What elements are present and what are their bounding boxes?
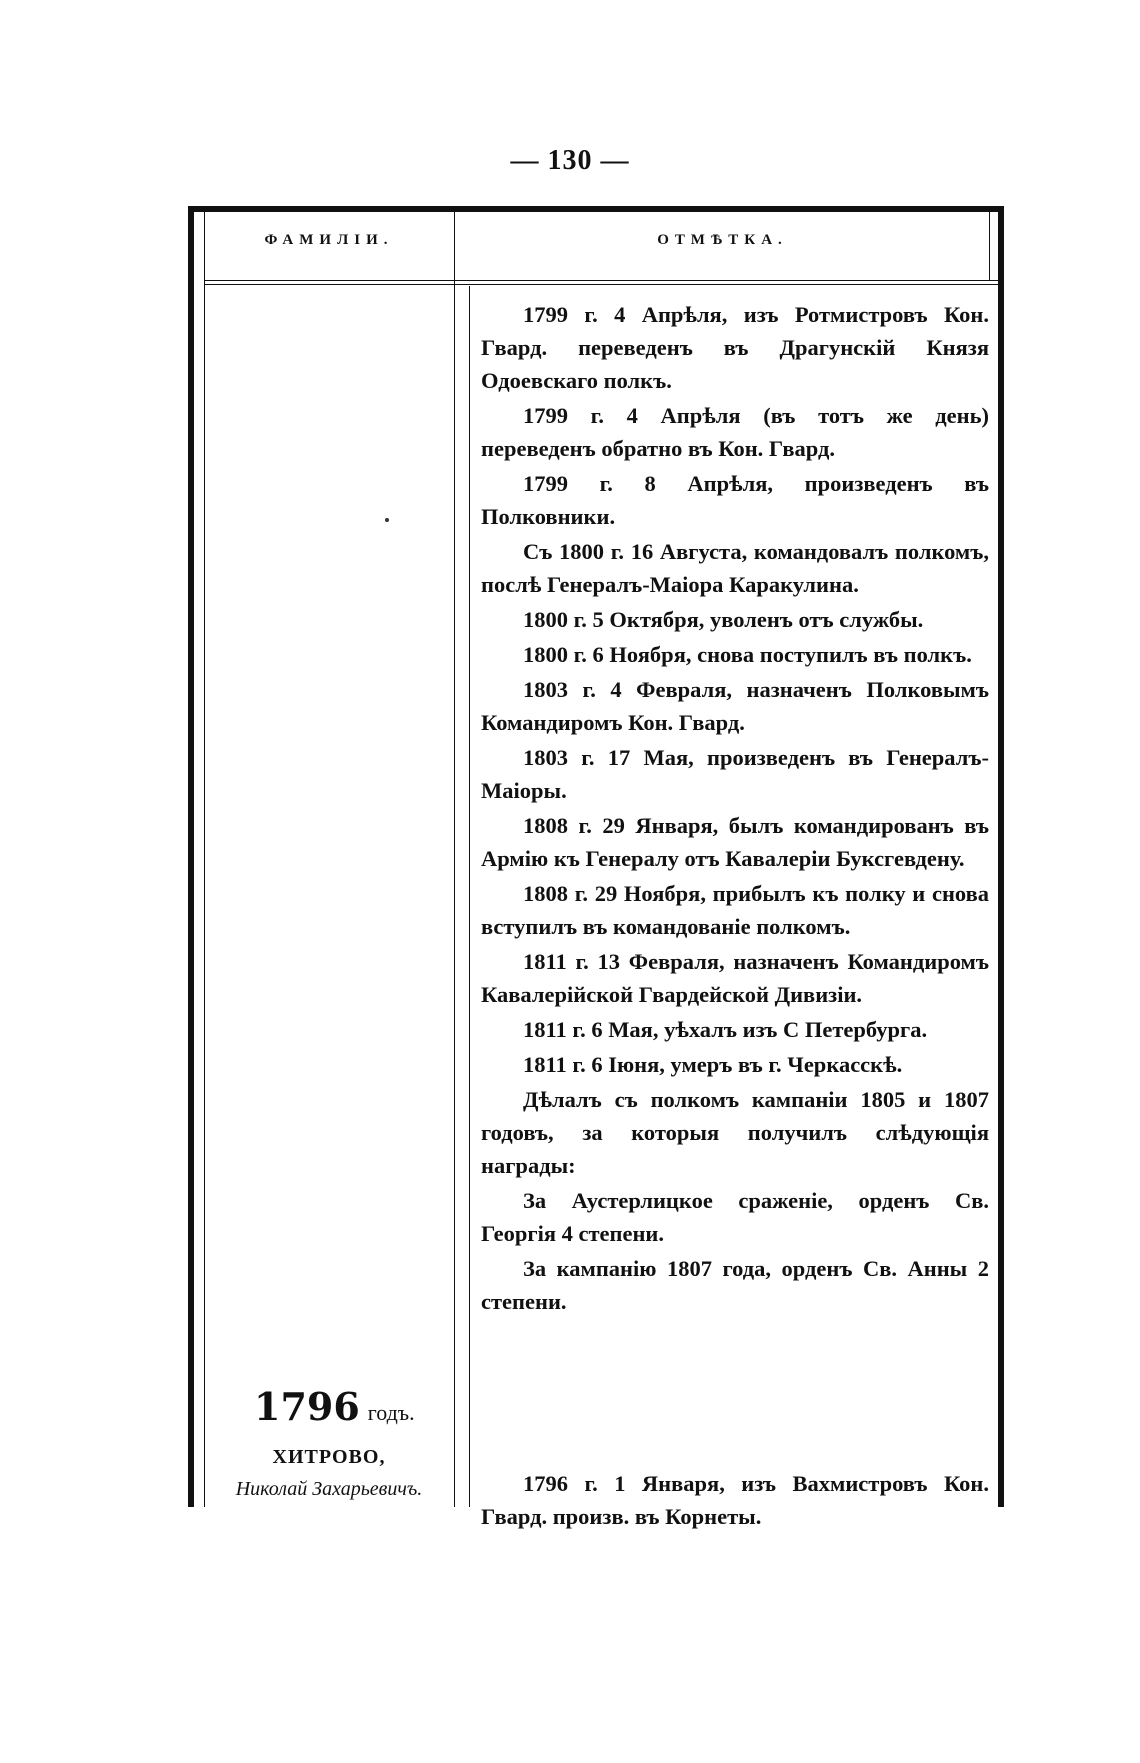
note-entry: За кампанію 1807 года, орденъ Св. Анны 2 степени. [481, 1256, 989, 1314]
page-number: — 130 — [510, 145, 630, 176]
register-table [188, 206, 1004, 1529]
year-word: годъ. [367, 1400, 415, 1425]
note-entry: 1811 г. 6 Мая, уѣхалъ изъ С Петербурга. [523, 1017, 928, 1042]
person-surname: ХИТРОВО, [272, 1446, 386, 1468]
print-speck [385, 518, 389, 522]
column-header-surnames: ФАМИЛІИ. [264, 232, 394, 248]
note-entry: Дѣлалъ съ полкомъ кампаніи 1805 и 1807 годовъ, за которыя получилъ слѣдующія награды: [481, 1087, 989, 1178]
table-top-rule [188, 206, 1004, 212]
note-entry: 1799 г. 8 Апрѣля, произведенъ въ Полковники. [481, 471, 989, 529]
person-given-name: Николай Захарьевичъ. [235, 1478, 423, 1500]
column-separator [454, 212, 455, 1507]
header-double-rule [204, 280, 998, 285]
note-entry-last: 1796 г. 1 Января, изъ Вахмистровъ Кон. Гвард. произв. въ Корнеты. [481, 1470, 989, 1529]
note-entry: 1808 г. 29 Ноября, прибылъ къ полку и снова вступилъ въ командованіе полкомъ. [481, 881, 989, 939]
note-entry: 1811 г. 6 Іюня, умеръ въ г. Черкасскѣ. [523, 1052, 903, 1077]
note-entry: За Аустерлицкое сраженіе, орденъ Св. Георгія 4 степени. [481, 1188, 989, 1246]
note-entry: Съ 1800 г. 16 Августа, командовалъ полкомъ, послѣ Генералъ-Маіора Каракулина. [481, 539, 989, 597]
note-entry: 1800 г. 5 Октября, уволенъ отъ службы. [523, 607, 924, 632]
year-number: 1796 [254, 1384, 360, 1429]
note-entry: 1799 г. 4 Апрѣля (въ тотъ же день) переведенъ обратно въ Кон. Гвард. [481, 403, 989, 461]
note-entry: 1800 г. 6 Ноября, снова поступилъ въ полкъ. [523, 642, 972, 667]
column-header-notes: ОТМѢТКА. [657, 232, 788, 248]
table-inner-left-rule [204, 212, 205, 1507]
note-entry: 1803 г. 4 Февраля, назначенъ Полковымъ Командиромъ Кон. Гвард. [481, 677, 989, 735]
note-entry: 1811 г. 13 Февраля, назначенъ Командиромъ Кавалерійской Гвардейской Дивизіи. [481, 949, 989, 1007]
note-entry: 1808 г. 29 Января, былъ командированъ въ Армію къ Генералу отъ Кавалеріи Буксгевдену. [481, 813, 989, 871]
notes-column [469, 298, 989, 1320]
note-entry: 1799 г. 4 Апрѣля, изъ Ротмистровъ Кон. Гвард. переведенъ въ Драгунскій Князя Одоевскаго полкъ. [481, 302, 989, 393]
note-entry: 1803 г. 17 Мая, произведенъ въ Генералъ-Маіоры. [481, 745, 989, 803]
year-heading [254, 1384, 454, 1429]
